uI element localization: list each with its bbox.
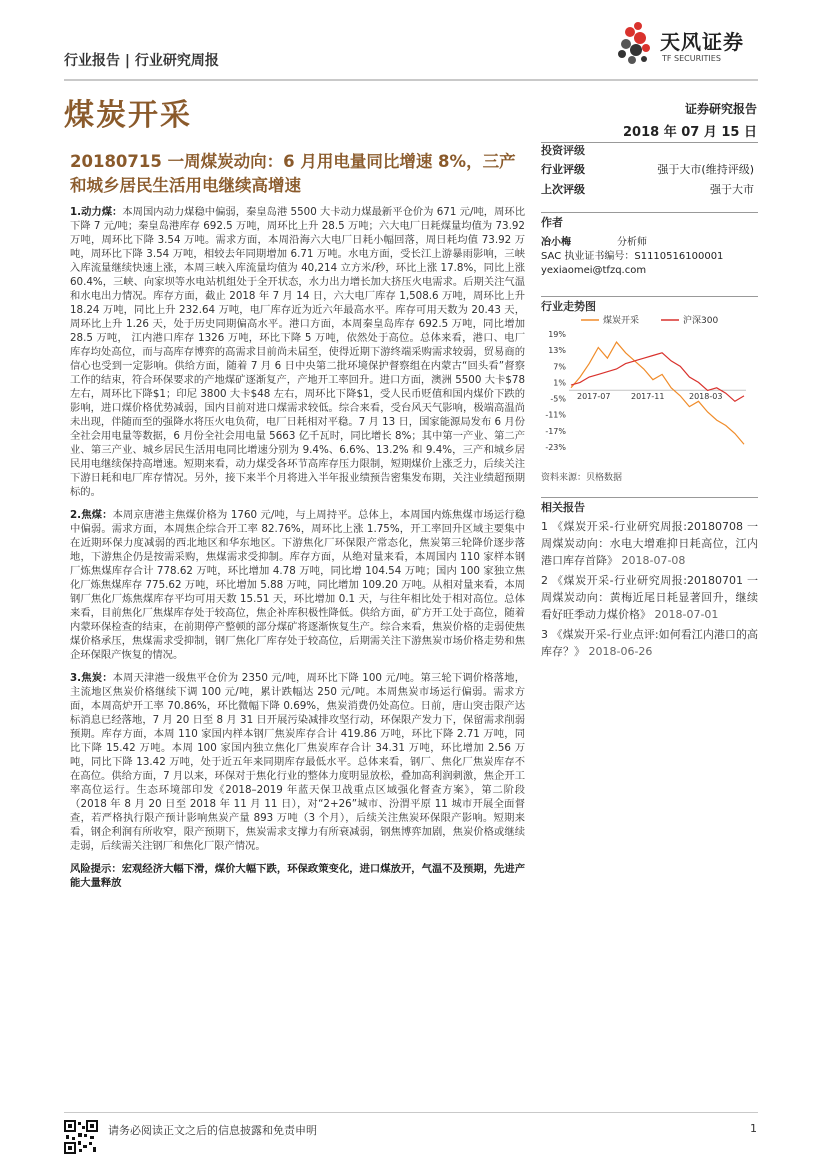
prev-rating-value: 强于大市 xyxy=(710,183,754,196)
y-tick-label: 1% xyxy=(553,378,566,388)
footer-disclaimer: 请务必阅读正文之后的信息披露和免责申明 xyxy=(108,1124,317,1137)
sidebar-rule xyxy=(541,212,758,213)
paragraph-text: 本周国内动力煤稳中偏弱，秦皇岛港 5500 大卡动力煤最新平仓价为 671 元/吨，周环比下降 7 元/吨；秦皇岛港库存 692.5 万吨，周环比上升 28.5 万吨；六大电厂日耗煤量均值为 73.92 万吨，周环比下降 3.54 万吨。需求方面，本周沿海六大电厂日耗小幅回落，周日耗均值 73.92 万吨，周环比下降 3.54 万吨，相较去年同期增加 6.71 万吨。水电方面，受长江上游暴雨影响，三峡入库流量继续快速上涨，本周三峡入库流量均值为 40,214 立方米/秒，环比上涨 17.8%，同比上涨 60.4%，三峡、向家坝等水电站机组处于全开状态，水力出力增长加大挤压火电需求。后期关注气温和水电出力情况。库存方面，截止 2018 年 7 月 14 日，六大电厂库存 1,508.6 万吨，周环比上升 18.24 万吨，同比上升 232.64 万吨，电厂库存近为近六年最高水平。库存可用天数为 20.43 天，周环比上升 1.26 天，处于历史同期偏高水平。港口方面，本周秦皇岛库存 692.5 万吨，同比增加 28.5 万吨， 江内港口库存 1326 万吨，环比下降 5 万吨，依然处于高位。总体来看，港口、电厂库存均处高位，而与高库存博弈的高需求目前尚未届至，使得近期下游终端采购需求较弱，贸易商的信心也受到一定影响。供给方面，随着 7 月 6 日中央第二批环境保护督察组在内蒙古“回头看”督察工作的结束，符合环保要求的产地煤矿逐渐复产，产地开工率回升。进口方面，澳洲 5500 大卡$78 左右，周环比下降$1；印尼 3800 大卡$48 左右，周环比下降$1，受人民币贬值和国内煤价下跌的影响，进口煤价格优势减弱，国内目前对进口煤需求较低。综合来看，受台风天气影响，极端高温尚未出现，伴随而至的强降水将压火电负荷，电厂日耗相对平稳。7 月 13 日，国家能源局发布 6 月份全社会用电量等数据，6 月份全社会用电量 5663 亿千瓦时，同比增长 8%；其中第一产业、第二产业、第三产业、城乡居民生活用电同比增速分别为 9.4%、6.6%、13.2% 和 9.4%，三产和城乡居民用电继续保持高增速。短期来看，动力煤受各环节高库存压力限制，短期煤价上涨乏力，后续关注下游日耗和电厂库存情况。另外，接下来半个月将进入半年报业绩预告密集发布期，关注业绩超预期标的。 xyxy=(70,206,525,498)
author-name-row xyxy=(541,236,761,250)
y-tick-label: -17% xyxy=(545,426,566,436)
logo-text-en: TF SECURITIES xyxy=(662,54,721,63)
logo-dots-icon xyxy=(608,18,658,68)
author-role: 分析师 xyxy=(617,237,647,248)
rating-heading: 投资评级 xyxy=(541,144,585,157)
paragraph-coking-coal xyxy=(70,508,525,662)
y-tick-label: 13% xyxy=(548,346,566,356)
paragraph-coke xyxy=(70,671,525,853)
x-tick-label: 2017-07 xyxy=(577,392,611,402)
prev-rating-row xyxy=(541,181,758,197)
industry-trend-chart xyxy=(541,312,758,467)
section-label: 3.焦炭： xyxy=(70,672,113,684)
sidebar-rule xyxy=(541,296,758,297)
industry-rating-row xyxy=(541,161,758,177)
related-report-item[interactable] xyxy=(541,572,758,623)
y-tick-label: 7% xyxy=(553,362,566,372)
sector-name: 煤炭开采 xyxy=(64,98,192,133)
related-reports-list xyxy=(541,518,758,663)
x-tick-label: 2017-11 xyxy=(631,392,665,402)
risk-text: 宏观经济大幅下滑，煤价大幅下跌，环保政策变化，进口煤放开，气温不及预期，先进产能大量释放 xyxy=(70,863,526,889)
related-report-title[interactable]: 1 《煤炭开采-行业研究周报:20180708 一周煤炭动向：水电大增难抑日耗高位，江内港口库存首降》 xyxy=(541,520,758,567)
author-email: yexiaomei@tfzq.com xyxy=(541,265,647,276)
footer-divider xyxy=(64,1112,758,1113)
paragraph-text: 本周天津港一级焦平仓价为 2350 元/吨，周环比下降 100 元/吨。第三轮下调价格落地，主流地区焦炭价格继续下调 100 元/吨，累计跌幅达 250 元/吨。本周焦炭市场运行偏弱。需求方面，本周高炉开工率 70.86%，环比微幅下降 0.69%，焦炭消费仍处高位。日前，唐山突击限产达标消息已经落地，7 月 20 日至 8 月 31 日开展污染减排攻坚行动，环保限产发力下，保留需求削弱预期。库存方面，本周 110 家国内样本钢厂焦炭库存合计 419.86 万吨，环比下降 2.71 万吨，同比下降 15.42 万吨。本周 100 家国内独立焦化厂焦炭库存合计 34.31 万吨，环比增加 2.56 万吨，同比下降 13.42 万吨，处于近五年来同期库存最低水平。总体来看，钢厂、焦化厂焦炭库存不在高位。供给方面，7 月以来，环保对于焦化行业的整体力度明显放松，叠加高利润刺激，焦企开工率高位运行。生态环境部印发《2018–2019 年蓝天保卫战重点区域强化督查方案》，第二阶段（2018 年 8 月 20 日至 2018 年 11 月 11 日），对“2+26”城市、汾渭平原 11 城市开展全面督查，若严格执行限产预计影响焦炭产量 893 万吨（3 个月），后续关注焦炭环保限产影响。短期来看，钢企利润有所收窄，限产预期下，焦炭需求支撑力有所衰减弱，钢焦博弈加剧，焦炭价格或继续走弱，后续需关注钢厂和焦化厂限产情况。 xyxy=(70,672,526,852)
related-heading: 相关报告 xyxy=(541,501,585,514)
report-date: 2018 年 07 月 15 日 xyxy=(623,125,757,140)
y-tick-label: -23% xyxy=(545,443,566,452)
logo-text-cn: 天风证券 xyxy=(660,30,744,54)
risk-label: 风险提示： xyxy=(70,863,122,875)
related-report-title[interactable]: 3 《煤炭开采-行业点评:如何看江内港口的高库存？》 xyxy=(541,628,758,658)
paragraph-text: 本周京唐港主焦煤价格为 1760 元/吨，与上周持平。总体上，本周国内炼焦煤市场运行稳中偏弱。需求方面，本周焦企综合开工率 82.76%，周环比上涨 1.75%，开工率回升区域主要集中在近期环保力度减弱的西北地区和华东地区。下游焦化厂环保限产常态化，焦炭第三轮降价逐步落地，下游焦企仍是按需采购，焦煤需求受抑制。库存方面，从绝对量来看，本周国内 110 家样本钢厂炼焦煤库存合计 778.62 万吨，环比增加 4.78 万吨，同比增 104.54 万吨；国内 100 家独立焦化厂炼焦煤库存 775.62 万吨，环比增加 5.88 万吨，同比增加 109.20 万吨。从相对量来看，本周钢厂焦化厂炼焦煤库存平均可用天数 15.51 天，环比增加 0.1 天，与往年相比处于相对高位。总体来看，目前焦化厂焦煤库存处于较高位，焦企补库积极性降低。供给方面，矿方开工处于高位，随着内蒙环保检查的结束，在前期停产整顿的部分煤矿将逐渐恢复生产。综合来看，焦炭价格的走弱使焦煤价格承压，焦煤需求受抑制，钢厂焦化厂库存处于较高位，后期需关注下游焦炭市场价格走势和焦企环保限产恢复的情况。 xyxy=(70,509,526,661)
prev-rating-label: 上次评级 xyxy=(541,183,585,196)
related-report-date: 2018-07-08 xyxy=(621,554,686,567)
related-report-title[interactable]: 2 《煤炭开采-行业研究周报:20180701 一周煤炭动向：黄梅近尾日耗显著回升，继续看好旺季动力煤价格》 xyxy=(541,574,758,621)
section-label: 2.焦煤： xyxy=(70,509,113,521)
report-body xyxy=(70,205,525,899)
industry-rating-label: 行业评级 xyxy=(541,163,585,176)
trend-chart-svg xyxy=(541,312,758,467)
industry-rating-value: 强于大市(维持评级) xyxy=(657,163,754,176)
chart-source: 资料来源：贝格数据 xyxy=(541,473,623,483)
report-title: 20180715 一周煤炭动向：6 月用电量同比增速 8%，三产和城乡居民生活用电继续高增速 xyxy=(70,152,516,195)
y-tick-label: -5% xyxy=(550,394,566,404)
risk-warning xyxy=(70,862,525,890)
section-label: 1.动力煤： xyxy=(70,206,123,218)
sidebar-rule xyxy=(541,497,758,498)
related-report-date: 2018-07-01 xyxy=(654,608,719,621)
legend-label: 煤炭开采 xyxy=(603,316,640,326)
x-tick-label: 2018-03 xyxy=(689,392,723,402)
y-tick-label: -11% xyxy=(545,410,566,420)
header-divider xyxy=(64,79,758,81)
author-license: SAC 执业证书编号：S1110516100001 xyxy=(541,251,724,262)
y-tick-label: 19% xyxy=(548,330,566,339)
related-report-date: 2018-06-26 xyxy=(588,645,653,658)
author-block xyxy=(541,236,761,278)
chart-heading: 行业走势图 xyxy=(541,300,596,313)
author-heading: 作者 xyxy=(541,216,563,229)
paragraph-thermal-coal xyxy=(70,205,525,499)
related-report-item[interactable] xyxy=(541,518,758,569)
related-report-item[interactable] xyxy=(541,626,758,660)
company-logo xyxy=(608,18,758,68)
report-type: 证券研究报告 xyxy=(684,102,757,116)
qr-code-icon xyxy=(64,1120,98,1154)
page-number: 1 xyxy=(750,1122,757,1135)
author-name: 冶小梅 xyxy=(541,237,571,248)
legend-label: 沪深300 xyxy=(683,316,719,326)
breadcrumb: 行业报告 | 行业研究周报 xyxy=(64,53,219,69)
